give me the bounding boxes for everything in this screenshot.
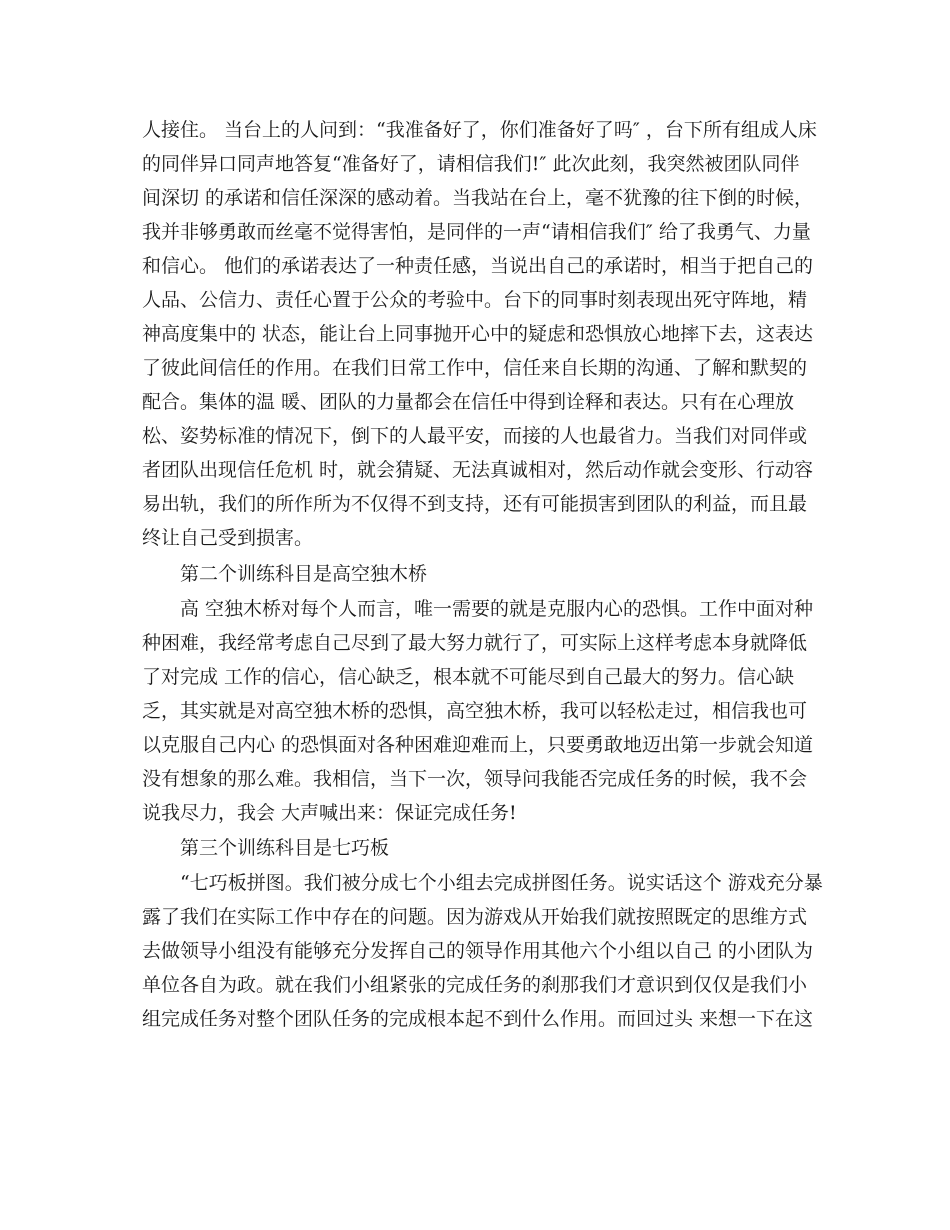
paragraph-line: 露了我们在实际工作中存在的问题。因为游戏从开始我们就按照既定的思维方式 xyxy=(142,906,808,928)
paragraph-line: 了彼此间信任的作用。在我们日常工作中，信任来自长期的沟通、了解和默契的 xyxy=(142,357,808,379)
paragraph-line: 易出轨，我们的所作所为不仅得不到支持，还有可能损害到团队的利益，而且最 xyxy=(142,493,808,515)
paragraph-line: “七巧板拼图。我们被分成七个小组去完成拼图任务。说实话这个 游戏充分暴 xyxy=(142,872,823,894)
paragraph-line: 终让自己受到损害。 xyxy=(142,527,314,549)
section-heading: 第二个训练科目是高空独木桥 xyxy=(142,563,428,585)
paragraph-line: 人接住。 当台上的人问到：“我准备好了，你们准备好了吗″ ，台下所有组成人床 xyxy=(142,119,817,141)
paragraph-line: 说我尽力，我会 大声喊出来：保证完成任务! xyxy=(142,802,517,824)
paragraph-line: 松、姿势标准的情况下，倒下的人最平安，而接的人也最省力。当我们对同伴或 xyxy=(142,425,808,447)
paragraph-line: 的同伴异口同声地答复“准备好了，请相信我们!″ 此次此刻，我突然被团队同伴 xyxy=(142,153,800,175)
paragraph-line: 去做领导小组没有能够充分发挥自己的领导作用其他六个小组以自己 的小团队为 xyxy=(142,940,814,962)
paragraph-line: 单位各自为政。就在我们小组紧张的完成任务的刹那我们才意识到仅仅是我们小 xyxy=(142,974,808,996)
paragraph-line: 神高度集中的 状态，能让台上同事抛开心中的疑虑和恐惧放心地摔下去，这表达 xyxy=(142,323,814,345)
paragraph-line: 乏，其实就是对高空独木桥的恐惧，高空独木桥，我可以轻松走过，相信我也可 xyxy=(142,700,808,722)
paragraph-line: 配合。集体的温 暖、团队的力量都会在信任中得到诠释和表达。只有在心理放 xyxy=(142,391,795,413)
paragraph-line: 高 空独木桥对每个人而言，唯一需要的就是克服内心的恐惧。工作中面对种 xyxy=(142,598,814,620)
paragraph-line: 者团队出现信任危机 时，就会猜疑、无法真诚相对，然后动作就会变形、行动容 xyxy=(142,459,814,481)
paragraph-line: 了对完成 工作的信心，信心缺乏，根本就不可能尽到自己最大的努力。信心缺 xyxy=(142,666,795,688)
paragraph-line: 和信心。 他们的承诺表达了一种责任感，当说出自己的承诺时，相当于把自己的 xyxy=(142,255,814,277)
paragraph-line: 种困难，我经常考虑自己尽到了最大努力就行了，可实际上这样考虑本身就降低 xyxy=(142,632,808,654)
paragraph-line: 人品、公信力、责任心置于公众的考验中。台下的同事时刻表现出死守阵地，精 xyxy=(142,289,808,311)
paragraph-line: 我并非够勇敢而丝毫不觉得害怕，是同伴的一声“请相信我们″ 给了我勇气、力量 xyxy=(142,221,811,243)
paragraph-line: 间深切 的承诺和信任深深的感动着。当我站在台上，毫不犹豫的往下倒的时候， xyxy=(142,187,814,209)
paragraph-line: 以克服自己内心 的恐惧面对各种困难迎难而上，只要勇敢地迈出第一步就会知道 xyxy=(142,734,814,756)
paragraph-line: 没有想象的那么难。我相信，当下一次，领导问我能否完成任务的时候，我不会 xyxy=(142,768,808,790)
paragraph-line: 组完成任务对整个团队任务的完成根本起不到什么作用。而回过头 来想一下在这 xyxy=(142,1008,814,1030)
section-heading: 第三个训练科目是七巧板 xyxy=(142,837,390,859)
